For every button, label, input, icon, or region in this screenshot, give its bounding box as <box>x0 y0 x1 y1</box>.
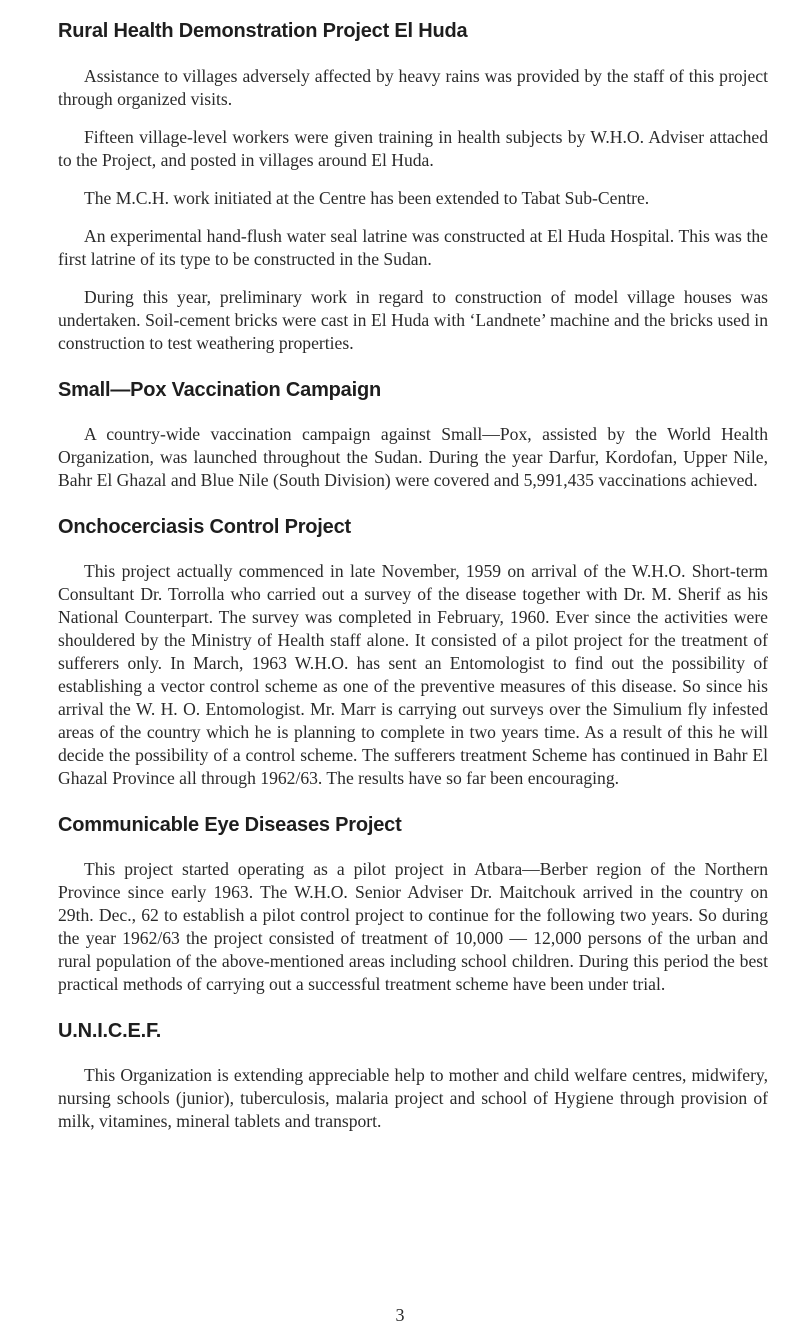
paragraph: This project started operating as a pilot project in Atbara—Berber region of the Northern Province since early 1963. The W.H.O. Senior Adviser Dr. Maitchouk arrived in the country on 29th. Dec., 62 to establish a pilot control project to continue for the following two years. So during the year 1962/63 the project consisted of treatment of 10,000 — 12,000 persons of the urban and rural population of the above-mentioned areas including school children. During this period the best practical methods of carrying out a successful treatment scheme have been under trial. <box>58 859 768 994</box>
paragraph: An experimental hand-flush water seal latrine was constructed at El Huda Hospital. This was the first latrine of its type to be constructed in the Sudan. <box>58 226 768 269</box>
paragraph: Assistance to villages adversely affected by heavy rains was provided by the staff of this project through organized visits. <box>58 66 768 109</box>
page-number: 3 <box>395 1305 405 1325</box>
paragraph: A country-wide vaccination campaign against Small—Pox, assisted by the World Health Organization, was launched throughout the Sudan. During the year Darfur, Kordofan, Upper Nile, Bahr El Ghazal and Blue Nile (South Division) were covered and 5,991,435 vaccinations achieved. <box>58 424 768 490</box>
section-heading-small-pox: Small—Pox Vaccination Campaign <box>58 379 381 401</box>
section-heading-onchocerciasis: Onchocerciasis Control Project <box>58 516 351 538</box>
section-heading-rural-health: Rural Health Demonstration Project El Huda <box>58 20 468 42</box>
paragraph: This project actually commenced in late November, 1959 on arrival of the W.H.O. Short-term Consultant Dr. Torrolla who carried out a survey of the disease together with Dr. M. Sherif as his National Counterpart. The survey was completed in February, 1960. Ever since the activities were shouldered by the Ministry of Health staff alone. It consisted of a pilot project for the treatment of sufferers only. In March, 1963 W.H.O. has sent an Entomologist to find out the possibility of establishing a vector control scheme as one of the preventive measures of this disease. So since his arrival the W. H. O. Entomologist. Mr. Marr is carrying out surveys over the Simulium fly infested areas of the country which he is planning to complete in two years time. As a result of this he will decide the possibility of a control scheme. The sufferers treatment Scheme has continued in Bahr El Ghazal Province all through 1962/63. The results have so far been encouraging. <box>58 561 768 788</box>
paragraph: This Organization is extending appreciable help to mother and child welfare centres, midwifery, nursing schools (junior), tuberculosis, malaria project and school of Hygiene through provision of milk, vitamines, mineral tablets and transport. <box>58 1065 768 1131</box>
paragraph: During this year, preliminary work in regard to construction of model village houses was undertaken. Soil-cement bricks were cast in El Huda with ‘Landnete’ machine and the bricks used in construction to test weathering properties. <box>58 287 768 353</box>
document-page <box>58 20 768 1133</box>
paragraph: Fifteen village-level workers were given training in health subjects by W.H.O. Adviser attached to the Project, and posted in villages around El Huda. <box>58 127 768 170</box>
section-heading-unicef: U.N.I.C.E.F. <box>58 1020 162 1042</box>
paragraph: The M.C.H. work initiated at the Centre has been extended to Tabat Sub-Centre. <box>84 188 650 208</box>
section-heading-eye-diseases: Communicable Eye Diseases Project <box>58 814 402 836</box>
